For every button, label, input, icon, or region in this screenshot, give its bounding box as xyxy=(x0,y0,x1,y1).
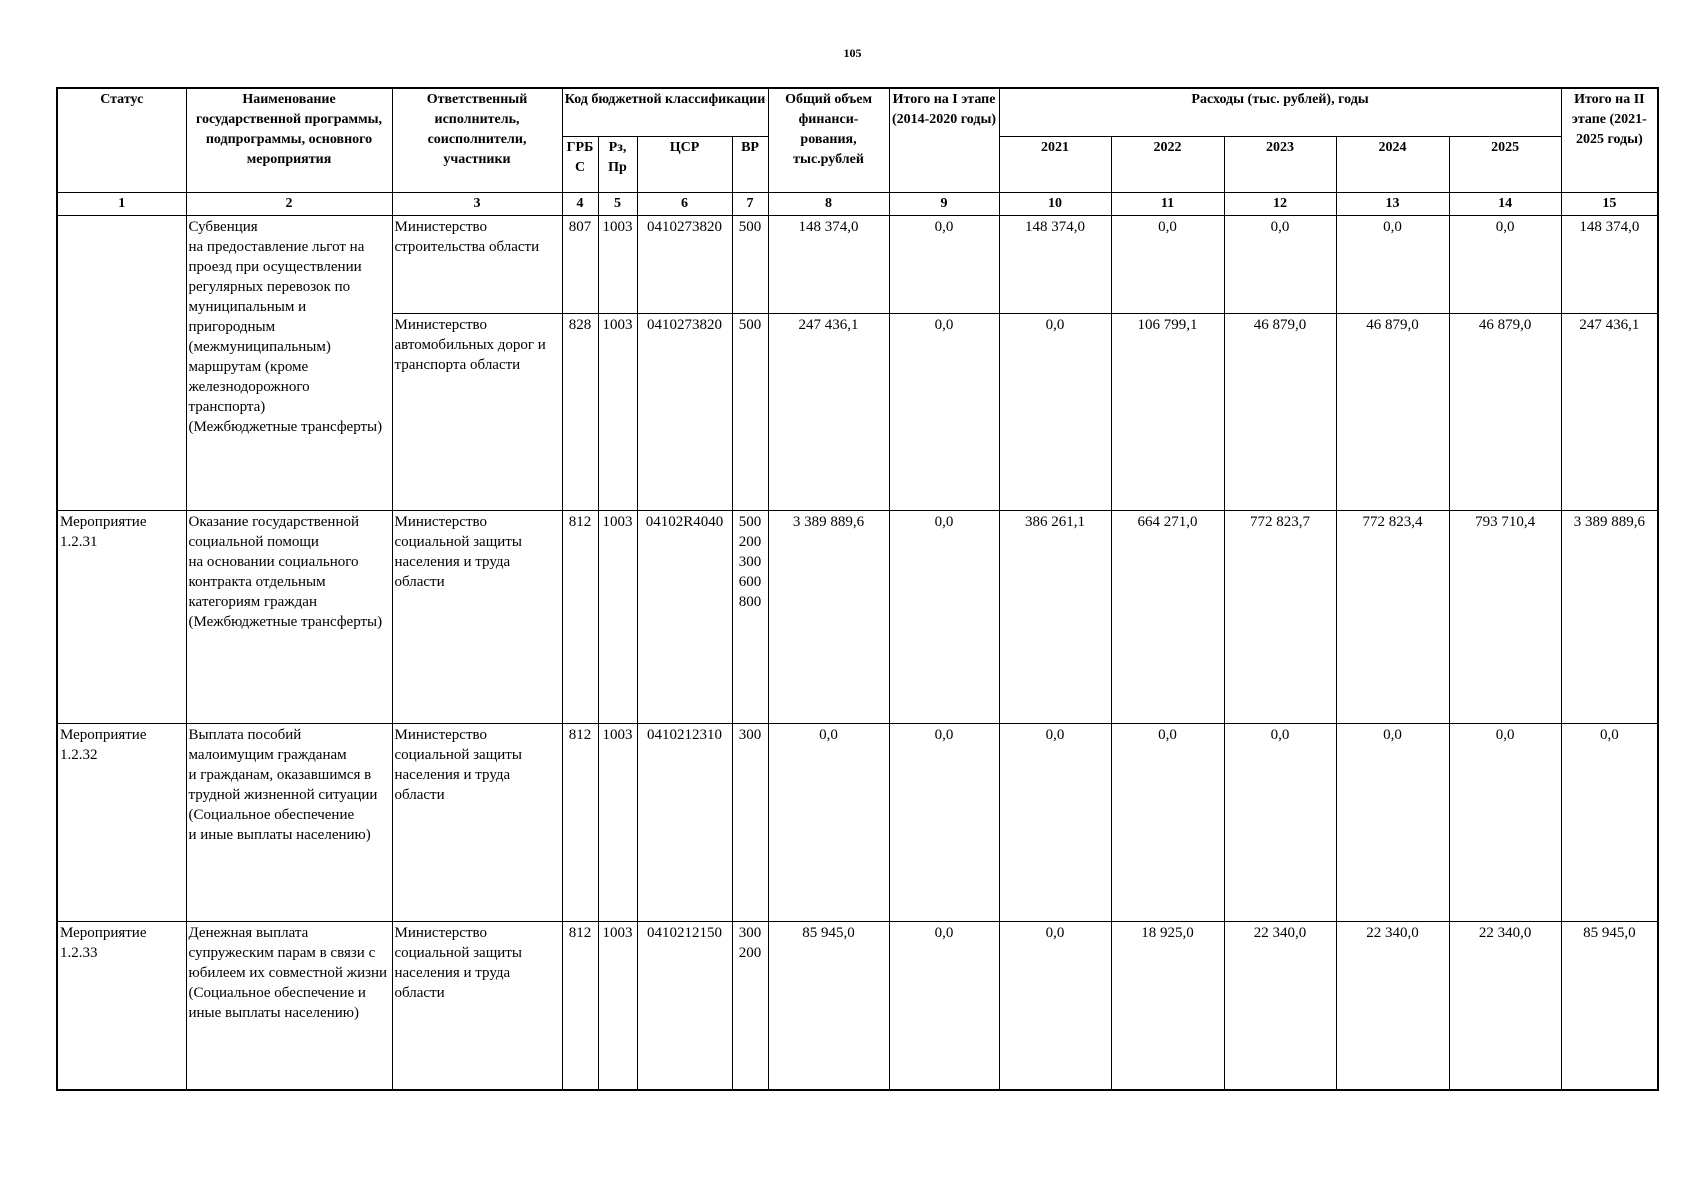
row-stage2: 3 389 889,6 xyxy=(1561,510,1658,723)
row-total: 85 945,0 xyxy=(768,921,889,1090)
row-name: Оказание государственной социальной помощи на основании социального контракта отдельным категориям граждан (Межбюджетные трансферты) xyxy=(186,510,392,723)
column-number: 9 xyxy=(889,192,999,215)
column-number: 6 xyxy=(637,192,732,215)
column-number: 5 xyxy=(598,192,637,215)
row-csr: 0410273820 xyxy=(637,313,732,510)
header-year-2024: 2024 xyxy=(1336,136,1449,192)
row-stage1: 0,0 xyxy=(889,921,999,1090)
row-y2022: 664 271,0 xyxy=(1111,510,1224,723)
row-grbs: 812 xyxy=(562,510,598,723)
header-csr: ЦСР xyxy=(637,136,732,192)
row-y2025: 46 879,0 xyxy=(1449,313,1561,510)
row-y2024: 0,0 xyxy=(1336,723,1449,921)
row-stage2: 148 374,0 xyxy=(1561,215,1658,313)
row-csr: 0410273820 xyxy=(637,215,732,313)
header-name: Наименование государственной программы, подпрограммы, основного мероприятия xyxy=(186,88,392,192)
column-numbers-row xyxy=(57,192,1658,215)
row-name: Денежная выплата супружеским парам в связи с юбилеем их совместной жизни (Социальное обеспечение и иные выплаты населению) xyxy=(186,921,392,1090)
header-expenses: Расходы (тыс. рублей), годы xyxy=(999,88,1561,136)
row-y2022: 106 799,1 xyxy=(1111,313,1224,510)
row-stage2: 0,0 xyxy=(1561,723,1658,921)
row-executor: Министерство социальной защиты населения и труда области xyxy=(392,510,562,723)
page-number: 105 xyxy=(843,46,862,60)
column-number: 10 xyxy=(999,192,1111,215)
row-stage1: 0,0 xyxy=(889,215,999,313)
row-y2021: 0,0 xyxy=(999,723,1111,921)
row-grbs: 812 xyxy=(562,723,598,921)
row-stage2: 85 945,0 xyxy=(1561,921,1658,1090)
column-number: 13 xyxy=(1336,192,1449,215)
column-number: 12 xyxy=(1224,192,1336,215)
row-stage2: 247 436,1 xyxy=(1561,313,1658,510)
row-grbs: 828 xyxy=(562,313,598,510)
column-number: 1 xyxy=(57,192,186,215)
header-budget-code: Код бюджетной классификации xyxy=(562,88,768,136)
row-status: Мероприятие 1.2.31 xyxy=(57,510,186,723)
row-csr: 0410212150 xyxy=(637,921,732,1090)
table-row xyxy=(57,723,1658,921)
row-status: Мероприятие 1.2.33 xyxy=(57,921,186,1090)
row-y2021: 0,0 xyxy=(999,313,1111,510)
row-total: 247 436,1 xyxy=(768,313,889,510)
budget-table xyxy=(56,87,1659,1091)
row-y2025: 22 340,0 xyxy=(1449,921,1561,1090)
header-total-funding: Общий объем финанси- рования, тыс.рублей xyxy=(768,88,889,192)
row-y2024: 0,0 xyxy=(1336,215,1449,313)
row-grbs: 807 xyxy=(562,215,598,313)
row-rzpr: 1003 xyxy=(598,215,637,313)
header-executor: Ответственный исполнитель, соисполнители, участники xyxy=(392,88,562,192)
table-row xyxy=(57,215,1658,313)
row-status xyxy=(57,215,186,510)
row-csr: 04102R4040 xyxy=(637,510,732,723)
column-number: 14 xyxy=(1449,192,1561,215)
table-row xyxy=(57,510,1658,723)
header-year-2021: 2021 xyxy=(999,136,1111,192)
row-stage1: 0,0 xyxy=(889,313,999,510)
header-row-1 xyxy=(57,88,1658,136)
row-executor: Министерство строительства области xyxy=(392,215,562,313)
row-executor: Министерство социальной защиты населения и труда области xyxy=(392,921,562,1090)
row-executor: Министерство автомобильных дорог и транспорта области xyxy=(392,313,562,510)
row-rzpr: 1003 xyxy=(598,723,637,921)
row-y2023: 0,0 xyxy=(1224,723,1336,921)
row-y2023: 46 879,0 xyxy=(1224,313,1336,510)
row-y2024: 46 879,0 xyxy=(1336,313,1449,510)
row-y2023: 22 340,0 xyxy=(1224,921,1336,1090)
row-y2021: 148 374,0 xyxy=(999,215,1111,313)
header-year-2025: 2025 xyxy=(1449,136,1561,192)
row-executor: Министерство социальной защиты населения и труда области xyxy=(392,723,562,921)
row-y2024: 22 340,0 xyxy=(1336,921,1449,1090)
row-vr: 500 200 300 600 800 xyxy=(732,510,768,723)
header-rzpr: Рз, Пр xyxy=(598,136,637,192)
header-year-2023: 2023 xyxy=(1224,136,1336,192)
row-y2023: 0,0 xyxy=(1224,215,1336,313)
header-vr: ВР xyxy=(732,136,768,192)
header-stage2-total: Итого на II этапе (2021- 2025 годы) xyxy=(1561,88,1658,192)
row-y2022: 0,0 xyxy=(1111,215,1224,313)
row-y2022: 18 925,0 xyxy=(1111,921,1224,1090)
row-y2021: 0,0 xyxy=(999,921,1111,1090)
row-total: 148 374,0 xyxy=(768,215,889,313)
row-y2022: 0,0 xyxy=(1111,723,1224,921)
row-y2025: 793 710,4 xyxy=(1449,510,1561,723)
row-name: Субвенция на предоставление льгот на проезд при осуществлении регулярных перевозок по муниципальным и пригородным (межмуниципальным) маршрутам (кроме железнодорожного транспорта) (Межбюджетные трансферты) xyxy=(186,215,392,510)
row-name: Выплата пособий малоимущим гражданам и гражданам, оказавшимся в трудной жизненной ситуации (Социальное обеспечение и иные выплаты населению) xyxy=(186,723,392,921)
row-y2023: 772 823,7 xyxy=(1224,510,1336,723)
row-stage1: 0,0 xyxy=(889,723,999,921)
row-total: 0,0 xyxy=(768,723,889,921)
row-vr: 300 200 xyxy=(732,921,768,1090)
row-vr: 500 xyxy=(732,313,768,510)
header-year-2022: 2022 xyxy=(1111,136,1224,192)
column-number: 8 xyxy=(768,192,889,215)
header-status: Статус xyxy=(57,88,186,192)
row-rzpr: 1003 xyxy=(598,921,637,1090)
row-y2024: 772 823,4 xyxy=(1336,510,1449,723)
column-number: 3 xyxy=(392,192,562,215)
row-csr: 0410212310 xyxy=(637,723,732,921)
row-rzpr: 1003 xyxy=(598,313,637,510)
column-number: 4 xyxy=(562,192,598,215)
column-number: 7 xyxy=(732,192,768,215)
row-y2021: 386 261,1 xyxy=(999,510,1111,723)
column-number: 2 xyxy=(186,192,392,215)
row-y2025: 0,0 xyxy=(1449,723,1561,921)
column-number: 11 xyxy=(1111,192,1224,215)
row-y2025: 0,0 xyxy=(1449,215,1561,313)
header-stage1-total: Итого на I этапе (2014-2020 годы) xyxy=(889,88,999,192)
row-grbs: 812 xyxy=(562,921,598,1090)
row-stage1: 0,0 xyxy=(889,510,999,723)
row-vr: 300 xyxy=(732,723,768,921)
row-total: 3 389 889,6 xyxy=(768,510,889,723)
row-rzpr: 1003 xyxy=(598,510,637,723)
header-grbs: ГРБ С xyxy=(562,136,598,192)
row-status: Мероприятие 1.2.32 xyxy=(57,723,186,921)
column-number: 15 xyxy=(1561,192,1658,215)
table-row xyxy=(57,921,1658,1090)
row-vr: 500 xyxy=(732,215,768,313)
